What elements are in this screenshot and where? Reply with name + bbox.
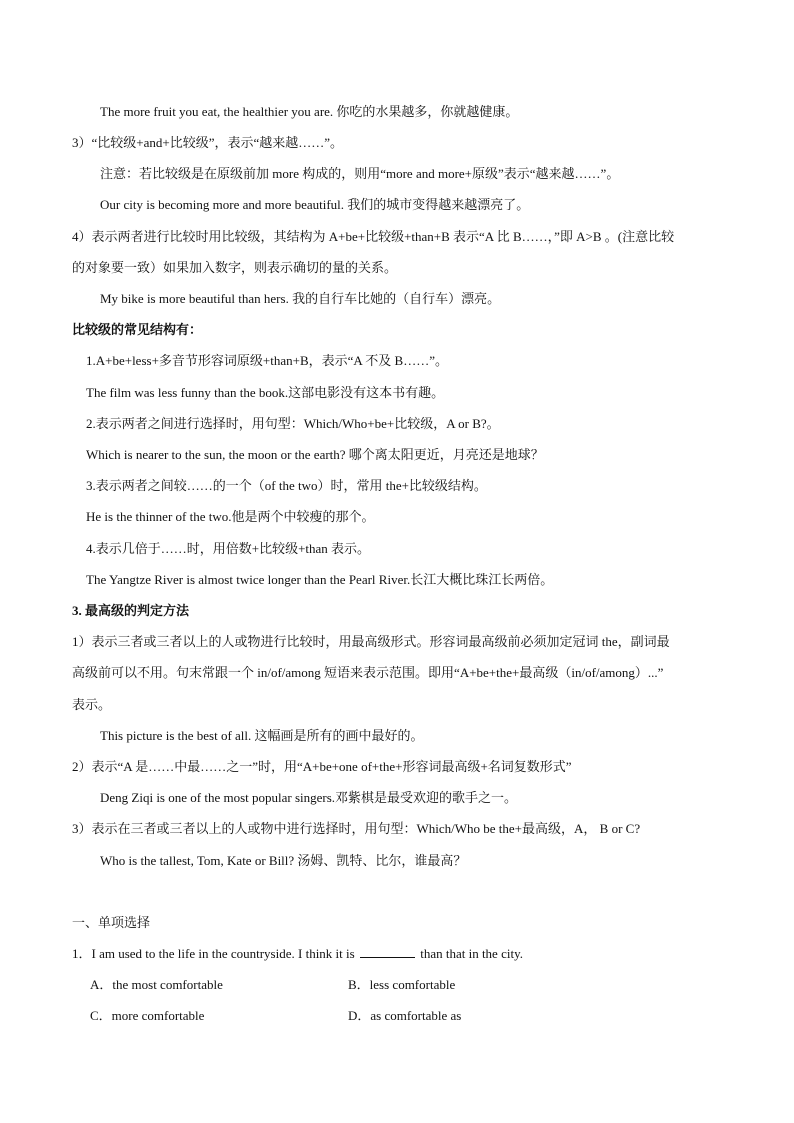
example-sentence: This picture is the best of all. 这幅画是所有的画中最好的。 (100, 728, 424, 743)
exercise-title: 一、单项选择 (72, 915, 151, 930)
structure-item: 4.表示几倍于……时，用倍数+比较级+than 表示。 (86, 541, 371, 556)
option-c[interactable] (90, 1007, 204, 1025)
example-sentence: The more fruit you eat, the healthier you are. 你吃的水果越多，你就越健康。 (100, 104, 519, 119)
option-letter: C． (90, 1008, 112, 1023)
section-heading: 3. 最高级的判定方法 (72, 603, 190, 618)
option-b[interactable] (348, 976, 455, 994)
option-text: the most comfortable (112, 977, 223, 992)
question-text: 1．I am used to the life in the countryside. I think it is (72, 946, 355, 961)
example-sentence: Who is the tallest, Tom, Kate or Bill? 汤姆、凯特、比尔，谁最高？ (100, 853, 467, 868)
rule-text: 表示。 (72, 697, 112, 712)
option-a[interactable] (90, 976, 223, 994)
structure-item: 3.表示两者之间较……的一个（of the two）时，常用 the+比较级结构。 (86, 478, 487, 493)
question-text: than that in the city. (420, 946, 523, 961)
option-letter: A． (90, 977, 113, 992)
option-text: less comfortable (369, 977, 456, 992)
option-text: more comfortable (111, 1008, 205, 1023)
rule-text: 高级前可以不用。句末常跟一个 in/of/among 短语来表示范围。即用“A+be+the+最高级（in/of/among）...” (72, 665, 664, 680)
option-letter: B． (348, 977, 370, 992)
question-1 (72, 945, 523, 963)
example-sentence: Our city is becoming more and more beautiful. 我们的城市变得越来越漂亮了。 (100, 197, 530, 212)
option-text: as comfortable as (370, 1008, 462, 1023)
example-sentence: He is the thinner of the two.他是两个中较瘦的那个。 (86, 509, 375, 524)
example-sentence: The film was less funny than the book.这部电影没有这本书有趣。 (86, 385, 445, 400)
option-d[interactable] (348, 1007, 461, 1025)
option-letter: D． (348, 1008, 371, 1023)
example-sentence: The Yangtze River is almost twice longer than the Pearl River.长江大概比珠江长两倍。 (86, 572, 554, 587)
answer-blank[interactable] (360, 945, 415, 958)
rule-text: 3）表示在三者或三者以上的人或物中进行选择时，用句型：Which/Who be the+最高级，A， B or C? (72, 821, 641, 836)
rule-text: 1）表示三者或三者以上的人或物进行比较时，用最高级形式。形容词最高级前必须加定冠词 the，副词最 (72, 634, 670, 649)
note-text: 注意：若比较级是在原级前加 more 构成的，则用“more and more+原级”表示“越来越……”。 (100, 166, 620, 181)
example-sentence: Which is nearer to the sun, the moon or the earth? 哪个离太阳更近，月亮还是地球？ (86, 447, 544, 462)
rule-text: 的对象要一致）如果加入数字，则表示确切的量的关系。 (72, 260, 398, 275)
structure-item: 1.A+be+less+多音节形容词原级+than+B，表示“A 不及 B……”。 (86, 353, 449, 368)
example-sentence: My bike is more beautiful than hers. 我的自行车比她的（自行车）漂亮。 (100, 291, 501, 306)
rule-text: 4）表示两者进行比较时用比较级，其结构为 A+be+比较级+than+B 表示“A 比 B……，”即 A>B 。(注意比较 (72, 229, 675, 244)
example-sentence: Deng Ziqi is one of the most popular singers.邓紫棋是最受欢迎的歌手之一。 (100, 790, 518, 805)
section-heading: 比较级的常见结构有： (72, 322, 203, 337)
rule-text: 2）表示“A 是……中最……之一”时，用“A+be+one of+the+形容词最高级+名词复数形式” (72, 759, 572, 774)
structure-item: 2.表示两者之间进行选择时，用句型：Which/Who+be+比较级，A or B?。 (86, 416, 500, 431)
rule-text: 3）“比较级+and+比较级”，表示“越来越……”。 (72, 135, 344, 150)
